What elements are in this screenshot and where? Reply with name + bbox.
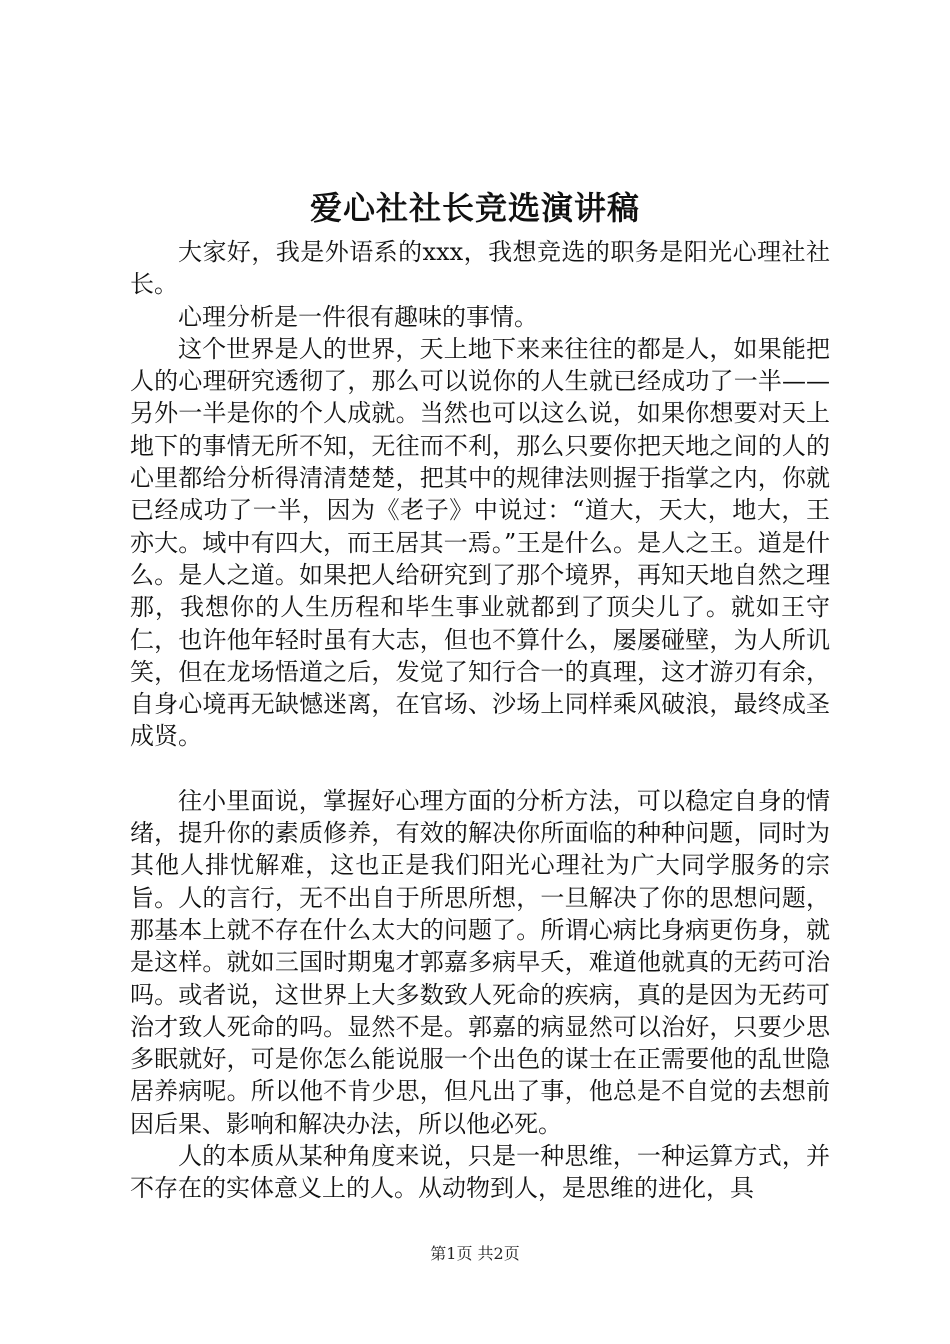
paragraph-essence: 人的本质从某种角度来说，只是一种思维，一种运算方式，并不存在的实体意义上的人。从动物到人，是思维的进化，具 (130, 1142, 830, 1203)
paragraph-intro: 大家好，我是外语系的xxx，我想竞选的职务是阳光心理社社长。 (130, 238, 830, 299)
paragraph-world: 这个世界是人的世界，天上地下来来往往的都是人，如果能把人的心理研究透彻了，那么可以说你的人生就已经成功了一半——另外一半是你的个人成就。当然也可以这么说，如果你想要对天上地下的事情无所不知，无往而不利，那么只要你把天地之间的人的心里都给分析得清清楚楚，把其中的规律法则握于指掌之内，你就已经成功了一半，因为《老子》中说过：“道大，天大，地大，王亦大。域中有四大，而王居其一焉。”王是什么。是人之王。道是什么。是人之道。如果把人给研究到了那个境界，再知天地自然之理那，我想你的人生历程和毕生事业就都到了顶尖儿了。就如王守仁，也许他年轻时虽有大志，但也不算什么，屡屡碰壁，为人所讥笑，但在龙场悟道之后，发觉了知行合一的真理，这才游刃有余，自身心境再无缺憾迷离，在官场、沙场上同样乘风破浪，最终成圣成贤。 (130, 334, 830, 751)
page-footer: 第1页 共2页 (430, 1244, 520, 1263)
document-title: 爱心社社长竞选演讲稿 (309, 189, 640, 227)
paragraph-topic: 心理分析是一件很有趣味的事情。 (178, 302, 538, 331)
paragraph-practical: 往小里面说，掌握好心理方面的分析方法，可以稳定自身的情绪，提升你的素质修养，有效的解决你所面临的种种问题，同时为其他人排忧解难，这也正是我们阳光心理社为广大同学服务的宗旨。人的言行，无不出自于所思所想，一旦解决了你的思想问题，那基本上就不存在什么太大的问题了。所谓心病比身病更伤身，就是这样。就如三国时期鬼才郭嘉多病早夭，难道他就真的无药可治吗。或者说，这世界上大多数致人死命的疾病，真的是因为无药可治才致人死命的吗。显然不是。郭嘉的病显然可以治好，只要少思多眠就好，可是你怎么能说服一个出色的谋士在正需要他的乱世隐居养病呢。所以他不肯少思，但凡出了事，他总是不自觉的去想前因后果、影响和解决办法，所以他必死。 (130, 786, 830, 1138)
document-body (130, 236, 830, 1205)
